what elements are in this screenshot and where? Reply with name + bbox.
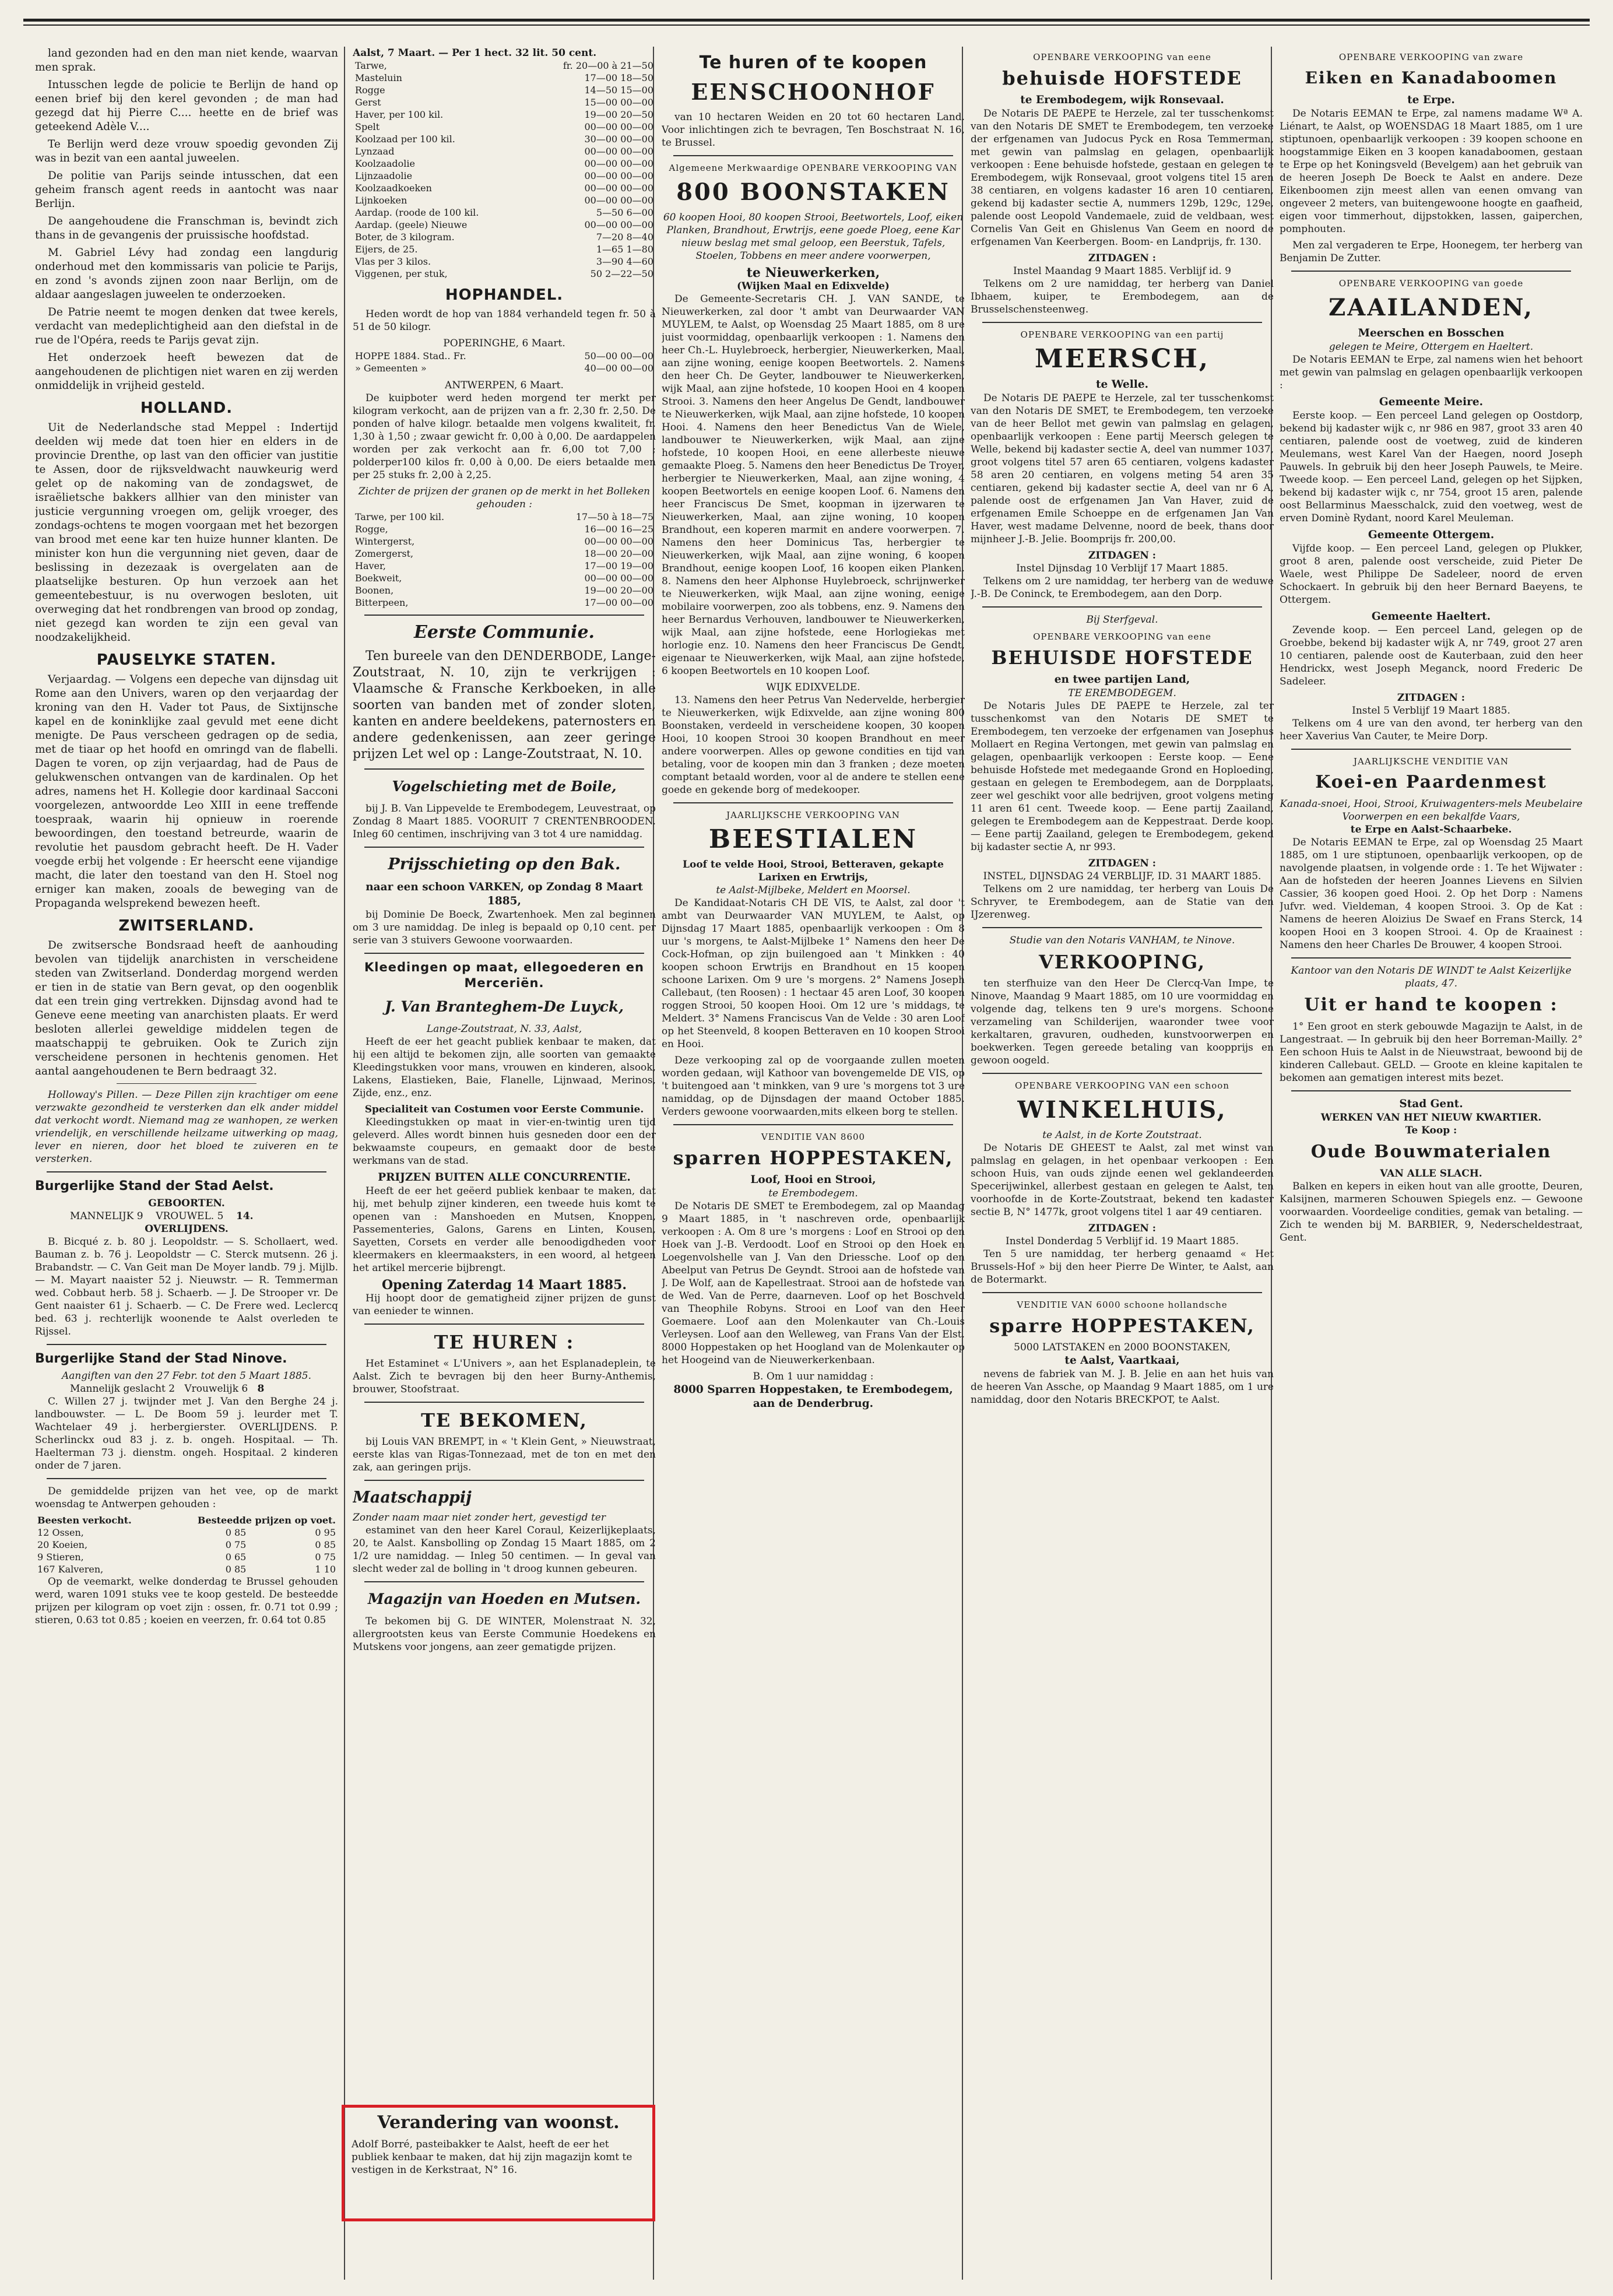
gent-sub: Te Koop :	[1405, 1125, 1457, 1136]
maat-heading: Maatschappij	[353, 1488, 472, 1507]
divider	[1291, 749, 1571, 750]
divider	[47, 1478, 326, 1479]
mest-text: De Notaris EEMAN te Erpe, zal op Woensdag 25 Maart 1885, om 1 ure stiptunoen, openbaarlijk verkoopen, op de navolgende plaatsen, in volgende orde : 1. Te het Wijwater : Aan de hofsteden der heeren Joannes Lievens en Silvien Cassier, 36 koopen goed Hooi. 2. Op het Dorp : Namens Jufvr. wed. Vieldeman, 4 koopen Strooi. 3. Op de Kat : Namens de heeren Aloizius De Swaef en Frans Sterck, 14 koopen Hooi en 3 koopen Strooi. 4. Op de Kraainest : Namens den heer Charles De Brouwer, 4 koopen Strooi.	[1280, 837, 1583, 951]
table-row: 9 Stieren, 0 65 0 75	[37, 1551, 336, 1563]
hoppestaken-place: te Aalst, Vaartkaai,	[1064, 1354, 1180, 1367]
winkelhuis-text: De Notaris DE GHEEST te Aalst, zal met winst van palmslag en gelagen, in het openbaar verkoopen : Een schoon Huis, van ouds zijnde eenen wel geklandeerden Specerijwinkel, allerbest gestaan en gelegen te Aalst, ten voorhoofde in de Korte-Zoutstraat, bekend ten kadaster sectie B, N° 1477k, groot volgens titel 1 aar 49 centiaren.	[971, 1142, 1274, 1218]
divider	[364, 1323, 644, 1325]
masthead-rule-thin	[23, 24, 1590, 26]
market-intro: De gemiddelde prijzen van het vee, op de markt woensdag te Antwerpen gehouden :	[35, 1486, 338, 1510]
hofstede2-sub: en twee partijen Land,	[1054, 673, 1190, 686]
hophandel-heading: HOPHANDEL.	[445, 286, 564, 304]
hophandel-text: Heden wordt de hop van 1884 verhandeld tegen fr. 50 à 51 de 50 kilogr.	[353, 308, 656, 333]
divider	[1291, 1090, 1571, 1091]
beestialen-terms: Deze verkooping zal op de voorgaande zullen moeten worden gedaan, wijl Kathoor van bovengemelde DE VIS, op 't buitengoed aan 't minkken, van 9 ure 's morgens tot 3 ure namiddag, op de Dijnsdagen der maand October 1885. Verders gewoone voorwaarden,mits elkeen borg te stellen.	[662, 1055, 965, 1118]
divider	[982, 927, 1262, 928]
eiken-title: Eiken en Kanadaboomen	[1305, 68, 1558, 87]
divider	[673, 155, 953, 156]
news-paragraph: Uit de Nederlandsche stad Meppel : Indertijd deelden wij mede dat toen hier en elders in de provincie Drenthe, op last van den officier van justitie te Assen, door de rijksveldwacht nauwkeurig werd gelet op de nakoming van de zondagswet, de israëlietsche bakkers allhier van den minister van justicie vergunning vroegen om, gelijk vroeger, des zondags-ochtens te mogen voorgaan met het bezorgen van brood met eene kar ten huize hunner klanten. De minister kon hun die vergunning niet geven, daar de beslissing in dezezaak is overgelaten aan de plaatselijke besturen. Op hun verzoek aan het gemeentebestuur, is nu overwogen besloten, uit overweging dat het rondbrengen van brood op zondag, niet gezegd kan worden te zijn een geval van noodzakelijkheid.	[35, 422, 338, 644]
bouwmaterialen-title: Oude Bouwmaterialen	[1310, 1142, 1552, 1162]
table-row: 20 Koeien, 0 75 0 85	[37, 1539, 336, 1550]
divider	[364, 768, 644, 770]
bekomen-heading: TE BEKOMEN,	[421, 1409, 588, 1431]
ninove-deaths: C. Willen 27 j. twijnder met J. Van den Berghe 24 j. landbouwster. — L. De Boom 59 j. leurder met T. Wachtelaer 49 j. herbergierster. OVERLIJDENS. P. Scherlinckx oud 83 j. z. b. ongeh. Hospitaal. — Th. Haelterman 73 j. dienstm. ongeh. Hospitaal. 2 kinderen onder de 7 jaren.	[35, 1396, 338, 1472]
table-row: Zomergerst, 18—00 20—00	[355, 548, 653, 559]
divider	[364, 953, 644, 954]
news-paragraph: De Patrie neemt te mogen denken dat twee kerels, verdacht van medeplichtigheid aan den diefstal in de rue de l'Opéra, reeds te Parijs gevat zijn.	[35, 306, 338, 346]
table-row: Koolzaad per 100 kil. 30—00 00—00	[355, 134, 653, 145]
boonstaken-items: 60 koopen Hooi, 80 koopen Strooi, Beetwortels, Loof, eiken Planken, Brandhout, Erwtrijs, eene goede Ploeg, eene Kar nieuw beslag met smal geloop, een Beerstuk, Tafels, Stoelen, Tobbens en meer andere voorwerpen,	[663, 212, 964, 262]
bak-sub: naar een schoon VARKEN, op Zondag 8 Maart 1885,	[366, 881, 643, 907]
mest-title: Koei-en Paardenmest	[1315, 772, 1547, 792]
aalst-market-heading: Aalst, 7 Maart. — Per 1 hect. 32 lit. 50 cent.	[353, 47, 597, 59]
table-row: Tarwe, per 100 kil. 17—50 à 18—75	[355, 511, 653, 522]
hopstaken-caption: VENDITIE VAN 8600	[761, 1132, 866, 1142]
news-paragraph: Intusschen legde de policie te Berlijn de hand op eenen brief bij den kerel gevonden ; de man had gezegd dat hij Pierre C.... heette en de brief was geteekend Adèle V....	[35, 79, 338, 133]
table-row: Aardap. (roode de 100 kil. 5—50 6—00	[355, 207, 653, 218]
bouwmaterialen-sub: VAN ALLE SLACH.	[1380, 1168, 1482, 1179]
verandering-text: Adolf Borré, pasteibakker te Aalst, heeft de eer het publiek kenbaar te maken, dat hij zijn magazijn komt te vestigen in de Kerkstraat, N° 16.	[352, 2139, 632, 2176]
hofstede-caption: OPENBARE VERKOOPING van eene	[1033, 52, 1211, 62]
verkooping-text: ten sterfhuize van den Heer De Clercq-Van Impe, te Ninove, Maandag 9 Maart 1885, om 10 ure voormiddag en volgende dag, telkens ten 9 ure's morgens. Schoone verzameling van Schilderijen, waaronder twee voor kerkaltaren, gravuren, oudheden, kunstvoorwerpen en boekwerken. Tegen gereede betaling van koopprijs en gewoon oogeld.	[971, 978, 1274, 1066]
aalst-price-table	[353, 59, 656, 280]
firm-address: Lange-Zoutstraat, N. 33, Aalst,	[426, 1023, 582, 1035]
winkel-text: Heeft de eer het geëerd publiek kenbaar te maken, dat hij, met behulp zijner kinderen, een tweede huis komt te openen van : Manshoeden en Mutsen, Knoppen, Passementeries, Galons, Garens en Linten, Kousen, Sayetten, Corsets en verder alle benoodigdheden voor kleermakers en kleermaaksters, in een woord, al hetgeen het artikel mercerie bijbrengt.	[353, 1185, 656, 1274]
hopstaken-sub: Loof, Hooi en Strooi,	[750, 1174, 876, 1186]
section-heading-pausel: PAUSELYKE STATEN.	[96, 651, 277, 669]
antwerpen-text: De kuipboter werd heden morgend ter merkt per kilogram verkocht, aan de prijzen van a fr. 2,30 fr. 2,50. De ponden of halve kilogr. betaalde men volgens kwaliteit, fr. 1,30 à 1,50 ; zwaar gewicht fr. 0,00 à 0,00. De aardappelen worden per zak verkocht aan fr. 6,00 tot 7,00 ; polderper100 kilos fr. 0,00 à 0,00. De eiers betaalde men per 25 stuks fr. 2,00 à 2,25.	[353, 392, 656, 481]
meersch-title: MEERSCH,	[1034, 344, 1210, 374]
news-paragraph: De zwitsersche Bondsraad heeft de aanhouding bevolen van tijdelijk anarchisten in verscheidene steden van Zwitserland. Donderdag morgend werden er tien in de statie van Bern gevat, op den oogenblik dat een trein ging vertrekken. Dijnsdag avond had te Geneve eene meeting van anarchisten plaats. Er werd besloten allerlei geweldige middelen tegen de maatschappij te gebruiken. Ook te Zurich zijn verscheidene personen in hechtenis genomen. Het aantal aangehoudenen te Bern bedraagt 32.	[35, 939, 338, 1077]
haeltert-text: Zevende koop. — Een perceel Land, gelegen op de Groebbe, bekend bij kadaster wijk A, nr 749, groot 27 aren 10 centiaren, palende oost de Kauterbaan, zuid den heer Hendrickx, west Joseph Meganck, noord Frederic De Sadeleer.	[1280, 624, 1583, 687]
deaths-heading: OVERLIJDENS.	[145, 1223, 229, 1235]
zitdagen-label: ZITDAGEN :	[1397, 692, 1466, 704]
news-paragraph: Verjaardag. — Volgens een depeche van dijnsdag uit Rome aan den Univers, waren op den verjaardag der kroning van den H. Vader tot Paus, de Sixtijnsche kapel en de koninklijke zaal gevuld met eene dicht menigte. De Paus verscheen gedragen op de sedia, met de tiaar op het hoofd en omringd van de flabelli. Dagen te voren, op zijn verjaardag, had de Paus de gelukwenschen ontvangen van de kardinalen. Op het adres, namens het H. Kollegie door kardinaal Sacconi voorgelezen, antwoordde Leo XIII in eene treffende toespraak, waarin hij opnieuw in roerende bewoordingen, den toestand betreurde, waarin de revolutie het pausdom gebracht heeft. De H. Vader voegde erbij het volgende : Er heerscht eene vijandige macht, die later den toestand van den H. Stoel nog erniger kan maken, zooals de beweging van de Propaganda welsprekend bewezen heeft.	[35, 673, 338, 910]
hofstede-tail: Telkens om 2 ure namiddag, ter herberg van Daniel Ibhaem, kuiper, te Erembodegem, aan de Brusselschensteenweg.	[971, 278, 1274, 315]
antwerpen-sub: Zichter de prijzen der granen op de merkt in het Bolleken gehouden :	[358, 486, 651, 510]
meersch-dates: Instel Dijnsdag 10 Verblijf 17 Maart 1885.	[1016, 563, 1228, 574]
divider	[364, 615, 644, 616]
meersch-tail: Telkens om 2 ure namiddag, ter herberg van de weduwe J.-B. De Coninck, te Erembodegem, aan den Dorp.	[971, 575, 1274, 600]
column-sales-3	[1280, 47, 1583, 2280]
zitdagen-label: ZITDAGEN :	[1088, 252, 1157, 264]
table-row: » Gemeenten » 40—00 00—00	[355, 363, 653, 374]
boonstaken-body: De Gemeente-Secretaris CH. J. VAN SANDE, te Nieuwerkerken, zal door 't ambt van Deurwaarder VAN MUYLEM, te Aalst, op Woensdag 25 Maart 1885, om 8 ure juist voormiddag, openbaarlijk verkoopen : 1. Namens den heer Ch.-L. Huylebroeck, herbergier, Nieuwerkerken, Maal, aan zijne woning, eenige koopen Beetwortels. 2. Namens den heer Ch. De Geyter, landbouwer te Nieuwerkerken, wijk Maal, aan zijne hofstede, 10 koopen Hooi en 4 koopen Strooi. 3. Namens den heer Angelus De Gendt, landbouwer te Nieuwerkerken, wijk Maal, aan zijne hofstede, 10 koopen Hooi. 4. Namens den heer Benedictus Van de Wiele, landbouwer te Nieuwerkerken, wijk Maal, aan zijne hofstede, 10 koopen Hooi, en eene allerbeste nieuwe gemaakte Ploeg. 5. Namens den heer Benedictus De Troyer, herbergier te Nieuwerkerken, Maal, aan zijne woning, 4 koopen Beetwortels en eenige koopen Loof. 6. Namens den heer Franciscus De Smet, koopman in ijzerwaren te Nieuwerkerken, Maal, aan zijne woning, 10 koopen Brandhout, een koperen marmit en andere voorwerpen. 7. Namens den heer Dominicus Tas, herbergier te Nieuwerkerken, wijk Maal, aan zijne woning, 6 koopen Brandhout, eenige koopen Loof, 16 koopen eiken Planken. 8. Namens den heer Alphonse Huylebroeck, schrijnwerker te Nieuwerkerken, wijk Maal, aan zijne woning, eenige mobilaire voorwerpen, zoo als tobbens, enz. 9. Namens den heer Bernardus Verhouven, landbouwer te Nieuwerkerken, wijk Maal, aan zijne hofstede, eene Horlogiekas met horlogie enz. 10. Namens den heer Franciscus De Gendt, eigenaar te Nieuwerkerken, wijk Maal, aan zijne hofstede, 6 koopen Beetwortels en 10 koopen Loof.	[662, 293, 965, 677]
eiken-caption: OPENBARE VERKOOPING van zware	[1338, 52, 1524, 62]
meersch-sub: te Welle.	[1095, 378, 1149, 391]
hoeve-text: van 10 hectaren Weiden en 20 tot 60 hectaren Land. Voor inlichtingen zich te bevragen, Ten Boschstraat N. 16, te Brussel.	[662, 111, 965, 149]
divider	[117, 1083, 256, 1084]
divider	[982, 1073, 1262, 1074]
beestialen-text: De Kandidaat-Notaris CH DE VIS, te Aalst, zal door 't ambt van Deurwaarder VAN MUYLEM, te Aalst, op Dijnsdag 17 Maart 1885, openbaarlijk verkoopen : Om 8 uur 's morgens, te Aalst-Mijlbeke 1° Namens den heer De Cock-Hofman, op zijn builengoed aan 't Minkken : 40 koopen schoon Erwtrijs en Brandhout en 15 koopen schoone Larixen. Om 9 ure 's morgens. 2° Namens Joseph Callebaut, (ten Roosen) : 1 hectaar 45 aren Loof, 30 koopen roggen Strooi, 50 koopen Hooi. Om 12 ure 's middags, te Meldert. 3° Namens Franciscus Van de Velde : 30 aren Loof op het Steenveld, 8 koopen Betteraven en 10 koopen Strooi en Hooi.	[662, 897, 965, 1050]
mest-sub: Kanada-snoei, Hooi, Strooi, Kruiwagenters-mels Meubelaire Voorwerpen en een bekalfde Vaars,	[1280, 798, 1583, 823]
market-outro: Op de veemarkt, welke donderdag te Brussel gehouden werd, waren 1091 stuks vee te koop gesteld. De besteedde prijzen per kilogram op voet zijn : ossen, fr. 0.71 tot 0.99 ; stieren, 0.63 tot 0.85 ; koeien en veerzen, fr. 0.64 tot 0.85	[35, 1576, 338, 1626]
vogel-heading: Vogelschieting met de Boile,	[392, 778, 617, 795]
table-row: Bitterpeen, 17—00 00—00	[355, 597, 653, 608]
beest-caption: JAARLIJKSCHE VERKOOPING VAN	[726, 810, 900, 820]
table-row: Lijnkoeken 00—00 00—00	[355, 195, 653, 206]
uit-er-hand-title: Uit er hand te koopen :	[1304, 995, 1558, 1015]
news-paragraph: land gezonden had en den man niet kende, waarvan men sprak.	[35, 47, 338, 73]
winkelhuis-dates: Instel Donderdag 5 Verblijf id. 19 Maart 1885.	[1005, 1235, 1239, 1247]
hopstaken-b-text: 8000 Sparren Hoppestaken, te Erembodegem, aan de Denderbrug.	[673, 1384, 953, 1410]
table-row: Boter, de 3 kilogram. 7—20 8—40	[355, 231, 653, 243]
meire-heading: Gemeente Meire.	[1379, 396, 1484, 408]
eiken-sub: te Erpe.	[1407, 94, 1455, 106]
news-paragraph: Het onderzoek heeft bewezen dat de aangehoudenen de plichtigen niet waren en zij werden onmiddelijk in vrijheid gesteld.	[35, 352, 338, 392]
divider	[982, 322, 1262, 323]
table-row: Haver, 17—00 19—00	[355, 560, 653, 571]
firm-text-2: Kleedingstukken op maat in vier-en-twintig uren tijd geleverd. Alles wordt binnen huis gesneden door een der bekwaamste coupeurs, en gemaakt door de beste werkmans van de stad.	[353, 1117, 656, 1167]
table-row: Eijers, de 25. 1—65 1—80	[355, 244, 653, 255]
special-note: Specialiteit van Costumen voor Eerste Communie.	[364, 1104, 644, 1115]
divider	[982, 1292, 1262, 1293]
table-row: 167 Kalveren, 0 85 1 10	[37, 1564, 336, 1575]
studie-note: Studie van den Notaris VANHAM, te Ninove.	[1009, 935, 1235, 946]
table-row: 12 Ossen, 0 85 0 95	[37, 1527, 336, 1538]
meersch-text: De Notaris DE PAEPE te Herzele, zal ter tusschenkomst van den Notaris DE SMET, te Erembodegem, ten verzoeke van de heer Bellot met gewin van palmslag en gelagen, openbaarlijk verkoopen : Eene partij Meersch gelegen te Welle, bekend bij kadaster sectie A, deel van nummer 1037, groot volgens titel 57 aren 65 centiaren, volgens kadaster 58 aren 20 centiaren, en volgens meting 54 aren 35 centiaren, gekend bij kadaster sectie A, deel van nr 6 A, palende oost de erfgenamen Jan Van Haver, zuid de erfgenamen Emile Schoeppe en de erfgenamen Jan Van Haver, west madame Delvenne, noord de beek, thans door mijnheer J.-B. Jelie. Boomprijs fr. 200,00.	[971, 392, 1274, 545]
ninove-period: Aangiften van den 27 Febr. tot den 5 Maart 1885.	[61, 1370, 312, 1382]
mest-caption: JAARLIJKSCHE VENDITIE VAN	[1354, 756, 1509, 767]
boonstaken-place: te Nieuwerkerken,	[746, 265, 880, 280]
hofstede2-title: BEHUISDE HOFSTEDE	[991, 647, 1253, 669]
column-sales-2	[971, 47, 1274, 2280]
column-markets-ads	[353, 47, 656, 2280]
divider	[1291, 957, 1571, 959]
table-row: Boekweit, 00—00 00—00	[355, 573, 653, 584]
zaailanden-text: De Notaris EEMAN te Erpe, zal namens wien het behoort met gewin van palmslag en gelagen openbaarlijk verkoopen :	[1280, 354, 1583, 391]
news-paragraph: De politie van Parijs seinde intusschen, dat een geheim fransch agent reeds in aantocht was naar Berlijn.	[35, 170, 338, 210]
table-row: Spelt 00—00 00—00	[355, 121, 653, 132]
divider	[47, 1171, 326, 1172]
gent-title: WERKEN VAN HET NIEUW KWARTIER.	[1320, 1112, 1542, 1124]
table-row: Haver, per 100 kil. 19—00 20—50	[355, 109, 653, 120]
divider	[47, 1344, 326, 1345]
divider	[364, 1480, 644, 1481]
sterfgeval-note: Bij Sterfgeval.	[1086, 614, 1158, 626]
divider	[1291, 271, 1571, 272]
hopstaken-text: De Notaris DE SMET te Erembodegem, zal op Maandag 9 Maart 1885, in 't naschreven orde, openbaarlijk verkoopen : A. Om 8 ure 's morgens : Loof en Strooi op den Hoek van J.-B. Verdoodt. Loof en Strooi op den Hoek en Loegenvolshelle van J. Van den Driessche. Loof op den Abeelput van Petrus De Geyndt. Strooi aan de hofstede van J. De Wolf, aan de Kapellestraat. Strooi aan de hofstede van de Wed. Van de Perre, daarneven. Loof op het Boschveld van Theophile Robyns. Strooi en Loof van den Heer Goemaere. Loof aan den Molenkauter van Ch.-Louis Verleysen. Loof aan den Welleweg, van Frans Van der Elst. 8000 Hoppestaken op het Hoogland van de Molenkauter op het Hoogeind van de Nieuwerkerkenbaan.	[662, 1200, 965, 1366]
hoeve-title: EENSCHOONHOF	[691, 79, 936, 105]
column-sales-1	[662, 47, 965, 2280]
winkelhuis-title: WINKELHUIS,	[1017, 1096, 1227, 1124]
zaailanden-tail: Telkens om 4 ure van den avond, ter herberg van den heer Xaverius Van Cauter, te Meire Dorp.	[1280, 718, 1583, 742]
meire-text: Eerste koop. — Een perceel Land gelegen op Oostdorp, bekend bij kadaster wijk c, nr 986 en 987, groot 33 aren 40 centiaren, palende oost de voetweg, zuid de kinderen Meulemans, west Karel Van der Haegen, noord Joseph Pauwels. In gebruik bij den heer Joseph Pauwels, te Meire. Tweede koop. — Een perceel Land, gelegen op het Sijpken, bekend bij kadaster wijk c, nr 754, groot 15 aren, palende oost Bellarminus Maesschalck, zuid den voetweg, west de erven Dominè Rydant, noord Karel Meuleman.	[1280, 410, 1583, 524]
zitdagen-label: ZITDAGEN :	[1088, 550, 1157, 561]
maat-text: estaminet van den heer Karel Coraul, Keizerlijkeplaats, 20, te Aalst. Kansbolling op Zondag 15 Maart 1885, om 2 1/2 ure namiddag. — Inleg 50 centimen. — In geval van slecht weder zal de bolling in 't droog kunnen gebeuren.	[353, 1525, 656, 1575]
holloway-notice: Holloway's Pillen. — Deze Pillen zijn krachtiger om eene verzwakte gezondheid te versterken dan elk ander middel dat verkocht wordt. Niemand mag ze wanhopen, ze werken vriendelijk, en verschillende heilzame uitwerking op maag, lever en nieren, door het bloed te zuiveren en te versterken.	[35, 1089, 338, 1165]
divider	[673, 802, 953, 803]
news-paragraph: Te Berlijn werd deze vrouw spoedig gevonden Zij was in bezit van een aantal juweelen.	[35, 138, 338, 164]
ottergem-heading: Gemeente Ottergem.	[1368, 529, 1495, 541]
table-row: Boonen, 19—00 20—00	[355, 585, 653, 596]
table-row: Tarwe, fr. 20—00 à 21—50	[355, 60, 653, 71]
hofstede-title: behuisde HOFSTEDE	[1002, 67, 1242, 89]
hoppestaken-caption: VENDITIE VAN 6000 schoone hollandsche	[1017, 1300, 1228, 1310]
antwerpen-table	[353, 511, 656, 609]
poperinghe-table	[353, 350, 656, 374]
civil-register-ninove-heading: Burgerlijke Stand der Stad Ninove.	[35, 1351, 287, 1366]
hoppestaken-title: sparre HOPPESTAKEN,	[989, 1315, 1255, 1337]
column-news	[35, 47, 338, 2280]
boonstaken-sub: (Wijken Maal en Edixvelde)	[737, 280, 890, 292]
hofstede-sub: te Erembodegem, wijk Ronsevaal.	[1020, 94, 1224, 106]
verandering-heading: Verandering van woonst.	[377, 2112, 620, 2133]
verkooping-title: VERKOOPING,	[1038, 951, 1206, 973]
hofstede2-caption: OPENBARE VERKOOPING van eene	[1033, 631, 1211, 642]
zaailanden-sub: Meerschen en Bosschen	[1358, 327, 1505, 339]
section-heading-holland: HOLLAND.	[140, 399, 233, 417]
alg-caption: Algemeene Merkwaardige OPENBARE VERKOOPING VAN	[669, 163, 958, 173]
hoeden-text: Te bekomen bij G. DE WINTER, Molenstraat N. 32, allergrootsten keus van Eerste Communie Hoedekens en Mutskens voor jongens, aan zeer gematigde prijzen.	[353, 1616, 656, 1653]
communie-text: Ten bureele van den DENDERBODE, Lange-Zoutstraat, N. 10, zijn te verkrijgen : Vlaamsche & Fransche Kerkboeken, in alle soorten van banden met of zonder sloten, kanten en andere beeldekens, paternosters en andere gedenkenissen, aan zeer geringe prijzen Let wel op : Lange-Zoutstraat, N. 10.	[353, 649, 656, 761]
hofstede2-dates: INSTEL, DIJNSDAG 24 VERBLIJF, ID. 31 MAART 1885.	[983, 870, 1261, 882]
gent-heading: Stad Gent.	[1399, 1098, 1463, 1110]
hofstede-dates: Instel Maandag 9 Maart 1885. Verblijf id. 9	[1013, 265, 1231, 277]
beestialen-title: BEESTIALEN	[708, 824, 918, 854]
haeltert-heading: Gemeente Haeltert.	[1371, 610, 1491, 623]
table-row: Koolzaadolie 00—00 00—00	[355, 158, 653, 169]
hofstede-text: De Notaris DE PAEPE te Herzele, zal ter tusschenkomst van den Notaris DE SMET te Erembodegem, ten verzoeke der erfgenamen van Judocus Pyck en Rosa Temmerman, met gewin van palmslag en gelagen, openbaarlijk verkoopen : Eene behuisde hofstede, gestaan en gelegen te Erembodegem, wijk Ronsevaal, groot volgens titel 15 aren 38 centiaren, en volgens kadaster 16 aren 10 centiaren, gekend bij kadaster sectie A, nummers 129b, 129c, 129e, palende oost Leopold Vandemaele, zuid de veldbaan, west Cornelis Van Geit en Ghislenus Van Geem en noord de erfgenamen Van Keerbergen. Boom- en Landprijs, fr. 130.	[971, 108, 1274, 248]
hofstede2-place: TE EREMBODEGEM.	[1068, 687, 1176, 699]
hofstede2-tail: Telkens om 2 ure namiddag, ter herberg van Louis De Schryver, te Erembodegem, aan de Statie van den IJzerenweg.	[971, 883, 1274, 921]
huren-heading: TE HUREN :	[434, 1331, 575, 1353]
highlight-box-verandering	[342, 2105, 655, 2221]
deaths-list: B. Bicqué z. b. 80 j. Leopoldstr. — S. Schollaert, wed. Bauman z. b. 76 j. Leopoldstr — C. Sterck mutsenn. 26 j. Brabandstr. — C. Van Geit man De Moyer landb. 79 j. Mijlb. — M. Mayart naaister 52 j. Nieuwstr. — R. Temmerman wed. Cobbaut herb. 58 j. Schaerb. — J. De Strooper vr. De Gent naaister 61 j. Schaerb. — C. De Frere wed. Leclercq bed. 63 j. rechterlijk woonende te Aalst overleden te Rijssel.	[35, 1236, 338, 1337]
poperinghe-heading: POPERINGHE, 6 Maart.	[443, 338, 565, 349]
hopstaken-place: te Erembodegem.	[768, 1188, 858, 1199]
divider	[364, 1402, 644, 1403]
bak-heading: Prijsschieting op den Bak.	[388, 855, 621, 873]
winkelhuis-caption: OPENBARE VERKOOPING VAN een schoon	[1015, 1080, 1229, 1091]
hoeden-heading: Magazijn van Hoeden en Mutsen.	[367, 1591, 641, 1607]
table-row: Lijnzaadolie 00—00 00—00	[355, 170, 653, 181]
communie-heading: Eerste Communie.	[414, 622, 595, 643]
firm-text: Heeft de eer het geacht publiek kenbaar te maken, dat hij een altijd te bekomen zijn, alle soorten van gemaakte Kleedingstukken voor mans, vrouwen en kinderen, alsook, Lakens, Elastieken, Baie, Flanelle, Lijnwaad, Merinos, Zijde, enz., enz.	[353, 1036, 656, 1099]
table-header: Beesten verkocht. Besteedde prijzen op voet.	[37, 1515, 336, 1526]
hoppestaken-sub: 5000 LATSTAKEN en 2000 BOONSTAKEN,	[1014, 1342, 1231, 1353]
hoeve-caption: Te huren of te koopen	[699, 52, 927, 73]
table-row: Aardap. (geele) Nieuwe 00—00 00—00	[355, 219, 653, 230]
bak-text: bij Dominie De Boeck, Zwartenhoek. Men zal beginnen om 3 ure namiddag. De inleg is bepaald op 0,10 cent. per serie van 3 stuivers Gewoone voorwaarden.	[353, 909, 656, 946]
market-table	[35, 1514, 338, 1575]
opening-note: Opening Zaterdag 14 Maart 1885.	[381, 1277, 627, 1293]
beestialen-sub: Loof te velde Hooi, Strooi, Betteraven, gekapte Larixen en Erwtrijs,	[683, 859, 944, 883]
windt-office: Kantoor van den Notaris DE WINDT te Aalst Keizerlijke plaats, 47.	[1291, 965, 1572, 989]
table-row: Lynzaad 00—00 00—00	[355, 146, 653, 157]
hoppestaken-text: nevens de fabriek van M. J. B. Jelie en aan het huis van de heeren Van Assche, op Maandag 9 Maart 1885, om 1 ure namiddag, door den Notaris BRECKPOT, te Aalst.	[971, 1368, 1274, 1406]
table-row: Wintergerst, 00—00 00—00	[355, 536, 653, 547]
table-row: Rogge 14—50 15—00	[355, 85, 653, 96]
mest-place: te Erpe en Aalst-Schaarbeke.	[1350, 824, 1512, 835]
zitdagen-label: ZITDAGEN :	[1088, 858, 1157, 869]
divider	[982, 606, 1262, 608]
table-row: HOPPE 1884. Stad.. Fr. 50—00 00—00	[355, 350, 653, 361]
concurrence-note: PRIJZEN BUITEN ALLE CONCURRENTIE.	[378, 1171, 631, 1184]
boonstaken-title: 800 BOONSTAKEN	[676, 178, 950, 206]
news-paragraph: De aangehoudene die Franschman is, bevindt zich thans in de gevangenis der pruissische hoofdstad.	[35, 215, 338, 241]
section-heading-zwitserland: ZWITSERLAND.	[118, 917, 255, 935]
hopstaken-b-heading: B. Om 1 uur namiddag :	[753, 1371, 874, 1382]
hofstede2-text: De Notaris Jules DE PAEPE te Herzele, zal ter tusschenkomst van den Notaris DE SMET te Erembodegem, ten verzoeke der erfgenamen van Josephus Mollaert en Regina Vertongen, met gewin van palmslag en gelagen, openbaarlijk verkoopen : Eerste koop. — Eene behuisde Hofstede met medegaande Grond en Hoploeding, gestaan en gelegen te Erembodegem, aan de Dorpplaats, zeer wel geschikt voor alle bedrijven, groot volgens meting 11 aren 61 cent. Tweede koop. — Eene partij Zaailand, gelegen te Erembodegem aan de Keppestraat. Derde koop. — Eene partij Zaailand, gelegen te Erembodegem, gekend bij kadaster sectie A, nr 993.	[971, 700, 1274, 853]
winkelhuis-sub: te Aalst, in de Korte Zoutstraat.	[1042, 1129, 1202, 1141]
vogel-text: bij J. B. Van Lippevelde te Erembodegem, Leuvestraat, op Zondag 8 Maart 1885. VOORUIT 7 CRENTENBROODEN. Inleg 60 centimen, inschrijving van 3 tot 4 ure namiddag.	[353, 803, 656, 840]
meersch-caption: OPENBARE VERKOOPING van een partij	[1020, 329, 1224, 340]
winkelhuis-tail: Ten 5 ure namiddag, ter herberg genaamd « Het Brussels-Hof » bij den heer Pierre De Winter, te Aalst, aan de Botermarkt.	[971, 1248, 1274, 1286]
divider	[673, 1124, 953, 1125]
divider	[364, 847, 644, 848]
huren-text: Het Estaminet « L'Univers », aan het Esplanadeplein, te Aalst. Zich te bevragen bij den heer Burny-Anthemis, brouwer, Stoofstraat.	[353, 1358, 656, 1395]
wijk-heading: WIJK EDIXVELDE.	[766, 682, 860, 693]
wijk-text: 13. Namens den heer Petrus Van Nedervelde, herbergier te Nieuwerkerken, wijk Edixvelde, aan zijne woning 800 Boonstaken, verdeeld in verscheidene koopen, 30 koopen Hooi, 10 koopen Strooi 30 koopen Brandhout en meer andere voorwerpen. Alles op gewone condities en tijd van betaling, voor de koopen min dan 3 franken ; deze moeten comptant betaald worden, voor al de andere te stellen eene goede en gekende borg of medekooper.	[662, 694, 965, 796]
kleed-heading: Kleedingen op maat, ellegoederen en Merceriën.	[364, 960, 644, 990]
bouwmaterialen-text: Balken en kepers in eiken hout van alle grootte, Deuren, Kalsijnen, marmeren Schouwen Spiegels enz. — Gewoone voorwaarden. Voordeelige condities, gemak van betaling. — Zich te wenden bij M. BARBIER, 9, Nederscheldestraat, Gent.	[1280, 1181, 1583, 1244]
zitdagen-label: ZITDAGEN :	[1088, 1223, 1157, 1234]
ninove-births: Mannelijk geslacht 2 Vrouwelijk 6 8	[70, 1383, 265, 1395]
ottergem-text: Vijfde koop. — Een perceel Land, gelegen op Plukker, groot 8 aren, palende oost verscheide, zuid Pieter De Waele, west Philippe De Sadeleer, noord de erven Schockaert. In gebruik bij den heer Bernard Baeyens, te Ottergem.	[1280, 543, 1583, 606]
masthead-rule	[23, 19, 1590, 22]
table-row: Rogge, 16—00 16—25	[355, 524, 653, 535]
hopstaken-title: sparren HOPPESTAKEN,	[673, 1147, 954, 1169]
news-paragraph: M. Gabriel Lévy had zondag een langdurig onderhoud met den kommissaris van policie te Parijs, en zond 's avonds zijnen zoon naar Berlijn, om de aldaar aangeslagen juweelen te onderzoeken.	[35, 247, 338, 301]
zaailanden-place: gelegen te Meire, Ottergem en Haeltert.	[1329, 341, 1534, 353]
table-row: Vlas per 3 kilos. 3—90 4—60	[355, 256, 653, 267]
uit-er-hand-text: 1° Een groot en sterk gebouwde Magazijn te Aalst, in de Langestraat. — In gebruik bij den heer Borreman-Mailly. 2° Een schoon Huis te Aalst in de Nieuwstraat, bewoond bij de kinderen Callebaut. GELD. — Groote en kleine kapitalen te bekomen aan gematigen interest mits bezet.	[1280, 1021, 1583, 1084]
beestialen-place: te Aalst-Mijlbeke, Meldert en Moorsel.	[716, 884, 911, 896]
civil-register-heading: Burgerlijke Stand der Stad Aelst.	[35, 1179, 274, 1193]
zaailanden-caption: OPENBARE VERKOOPING van goede	[1338, 278, 1524, 289]
eiken-tail: Men zal vergaderen te Erpe, Hoonegem, ter herberg van Benjamin De Zutter.	[1280, 240, 1583, 264]
births-heading: GEBOORTEN.	[148, 1198, 225, 1209]
maat-side: Zonder naam maar niet zonder hert, gevestigd ter	[353, 1512, 606, 1523]
births-table: MANNELIJK 9 VROUWEL. 5 14.	[70, 1210, 254, 1222]
eiken-text: De Notaris EEMAN te Erpe, zal namens madame Wª A. Liénart, te Aalst, op WOENSDAG 18 Maart 1885, om 1 ure stiptunoen, openbaarlijk verkoopen : 39 koopen schoone en hoogstammige Eiken en 3 koopen kanadaboomen, gestaan te Erpe op het Koningsveld (Bevelgem) aan het gebruik van de heeren Joseph De Boeck te Aalst en andere. Deze Eikenboomen zijn meest allen van eenen omvang van ongeveer 2 meters, van buitengewoone hoogte en gaafheid, eigen voor timmerhout, dijpstokken, lassen, gaiperchen, pomphouten.	[1280, 108, 1583, 235]
table-row: Masteluin 17—00 18—50	[355, 72, 653, 83]
firm-name: J. Van Branteghem-De Luyck,	[385, 998, 624, 1015]
column-divider	[344, 47, 345, 2280]
antwerpen-heading: ANTWERPEN, 6 Maart.	[445, 380, 564, 391]
table-row: Koolzaadkoeken 00—00 00—00	[355, 182, 653, 194]
table-row: Gerst 15—00 00—00	[355, 97, 653, 108]
divider	[364, 1581, 644, 1582]
zaailanden-dates: Instel 5 Verblijf 19 Maart 1885.	[1352, 705, 1510, 717]
zaailanden-title: ZAAILANDEN,	[1329, 294, 1534, 321]
bekomen-text: bij Louis VAN BREMPT, in « 't Klein Gent, » Nieuwstraat, eerste klas van Rigas-Tonnezaad, met de ton en met den zak, aan geringen prijs.	[353, 1436, 656, 1473]
opening-text: Hij hoopt door de gematigheid zijner prijzen de gunst van eenieder te winnen.	[353, 1293, 656, 1317]
table-row: Viggenen, per stuk, 50 2—22—50	[355, 268, 653, 279]
